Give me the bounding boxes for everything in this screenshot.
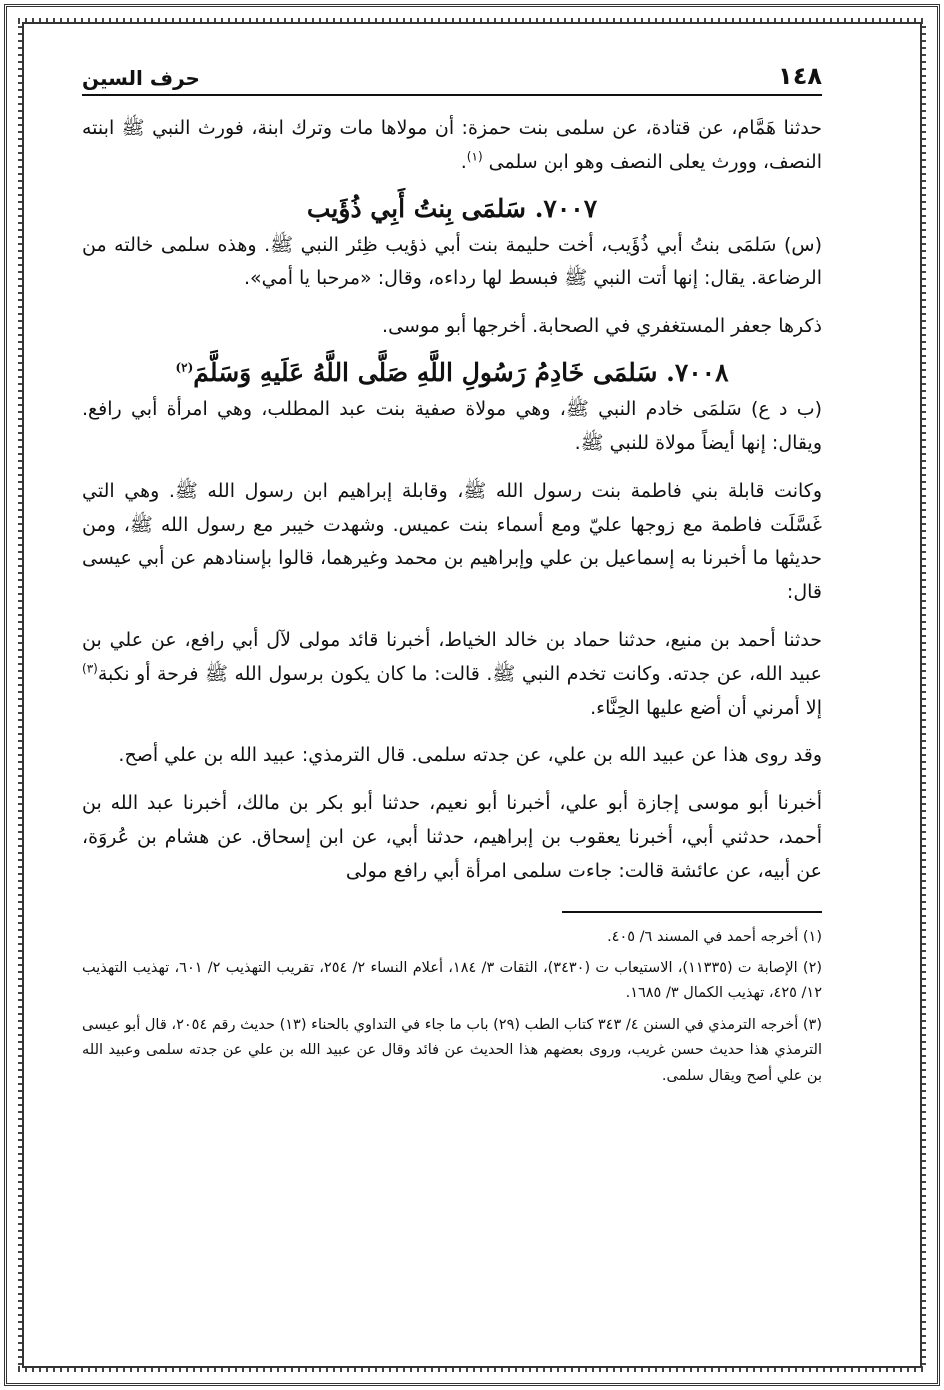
entry-7008-paragraph-1: (ب د ع) سَلمَى خادم النبي ﷺ، وهي مولاة صفية بنت عبد المطلب، وهي امرأة أبي رافع. ويقال: إنها أيضاً مولاة للنبي ﷺ. (82, 398, 822, 454)
footnote-2: (٢) الإصابة ت (١١٣٣٥)، الاستيعاب ت (٣٤٣٠)، الثقات ٣/ ١٨٤، أعلام النساء ٢/ ٢٥٤، تقريب التهذيب ٢/ ٦٠١، تهذيب التهذيب ١٢/ ٤٢٥، تهذيب الكمال ٣/ ١٦٨٥. (82, 960, 823, 1002)
running-title: حرف السين (82, 66, 200, 90)
book-page (82, 62, 822, 1095)
footnote-ref-2: (٢) (175, 360, 194, 375)
footnote-ref-1: (١) (466, 149, 483, 164)
entry-7008-paragraph-3 (82, 624, 822, 725)
entry-7008-paragraph-4: وقد روى هذا عن عبيد الله بن علي، عن جدته سلمى. قال الترمذي: عبيد الله بن علي أصح. (118, 744, 822, 767)
footnotes (82, 925, 822, 1089)
page-header (82, 62, 822, 96)
entry-7007-title: ٧٠٠٧. سَلمَى بِنتُ أَبِي ذُؤَيب (306, 193, 598, 223)
entry-7008-title (82, 358, 822, 387)
hadith-text-b: إلا أمرني أن أضع عليها الحِنَّاء. (590, 696, 822, 719)
entry-7008-paragraph-2: وكانت قابلة بني فاطمة بنت رسول الله ﷺ، وقابلة إبراهيم ابن رسول الله ﷺ. وهي التي غَسَّلَت فاطمة مع زوجها عليّ ومع أسماء بنت عميس. وشهدت خيبر مع رسول الله ﷺ، ومن حديثها ما أخبرنا به إسماعيل بن علي وإبراهيم بن محمد وغيرهما، قالوا بإسنادهم عن أبي عيسى قال: (82, 479, 822, 604)
entry-7008-paragraph-5: أخبرنا أبو موسى إجازة أبو علي، أخبرنا أبو نعيم، حدثنا أبو بكر بن مالك، أخبرنا عبد الله بن أحمد، حدثني أبي، أخبرنا يعقوب بن إبراهيم، حدثنا أبي، عن ابن إسحاق. عن هشام بن عُروَة، عن أبيه، عن عائشة قالت: جاءت سلمى امرأة أبي رافع مولى (82, 792, 822, 882)
footnote-1: (١) أخرجه أحمد في المسند ٦/ ٤٠٥. (607, 928, 822, 945)
hadith-text-a: حدثنا أحمد بن منيع، حدثنا حماد بن خالد الخياط، أخبرنا قائد مولى لآل أبي رافع، عن علي بن عبيد الله، عن جدته. وكانت تخدم النبي ﷺ. قالت: ما كان يكون برسول الله ﷺ فرحة أو نكبة (82, 628, 822, 685)
footnote-ref-3: (٣) (82, 661, 98, 676)
page-number: ١٤٨ (778, 62, 822, 90)
entry-7008-title-text: ٧٠٠٨. سَلمَى خَادِمُ رَسُولِ اللَّهِ صَلَّى اللَّهُ عَلَيهِ وَسَلَّمَ (193, 358, 729, 388)
footnote-divider (562, 911, 822, 913)
footnote-3: (٣) أخرجه الترمذي في السنن ٤/ ٣٤٣ كتاب الطب (٢٩) باب ما جاء في التداوي بالحناء (١٣) حديث رقم ٢٠٥٤، قال أبو عيسى الترمذي هذا حديث حسن غريب، وروى بعضهم هذا الحديث عن فائد وقال عن عبيد الله بن علي عن جدته سلمى وعبيد الله بن علي أصح ويقال سلمى. (82, 1016, 822, 1084)
continuation-text: حدثنا هَمَّام، عن قتادة، عن سلمى بنت حمزة: أن مولاها مات وترك ابنة، فورث النبي ﷺ ابنته النصف، وورث يعلى النصف وهو ابن سلمى (82, 117, 822, 173)
entry-7007-paragraph-2: ذكرها جعفر المستغفري في الصحابة. أخرجها أبو موسى. (382, 315, 822, 338)
continuation-paragraph: حدثنا هَمَّام، عن قتادة، عن سلمى بنت حمزة: أن مولاها مات وترك ابنة، فورث النبي ﷺ ابنته النصف، وورث يعلى النصف وهو ابن سلمى $^{(١)}$. (82, 117, 822, 173)
entry-7007-paragraph-1: (س) سَلمَى بنتُ أبي ذُؤَيب، أخت حليمة بنت أبي ذؤيب ظِئر النبي ﷺ. وهذه سلمى خالته من الرضاعة. يقال: إنها أتت النبي ﷺ فبسط لها رداءه، وقال: «مرحبا يا أمي». (82, 233, 822, 290)
